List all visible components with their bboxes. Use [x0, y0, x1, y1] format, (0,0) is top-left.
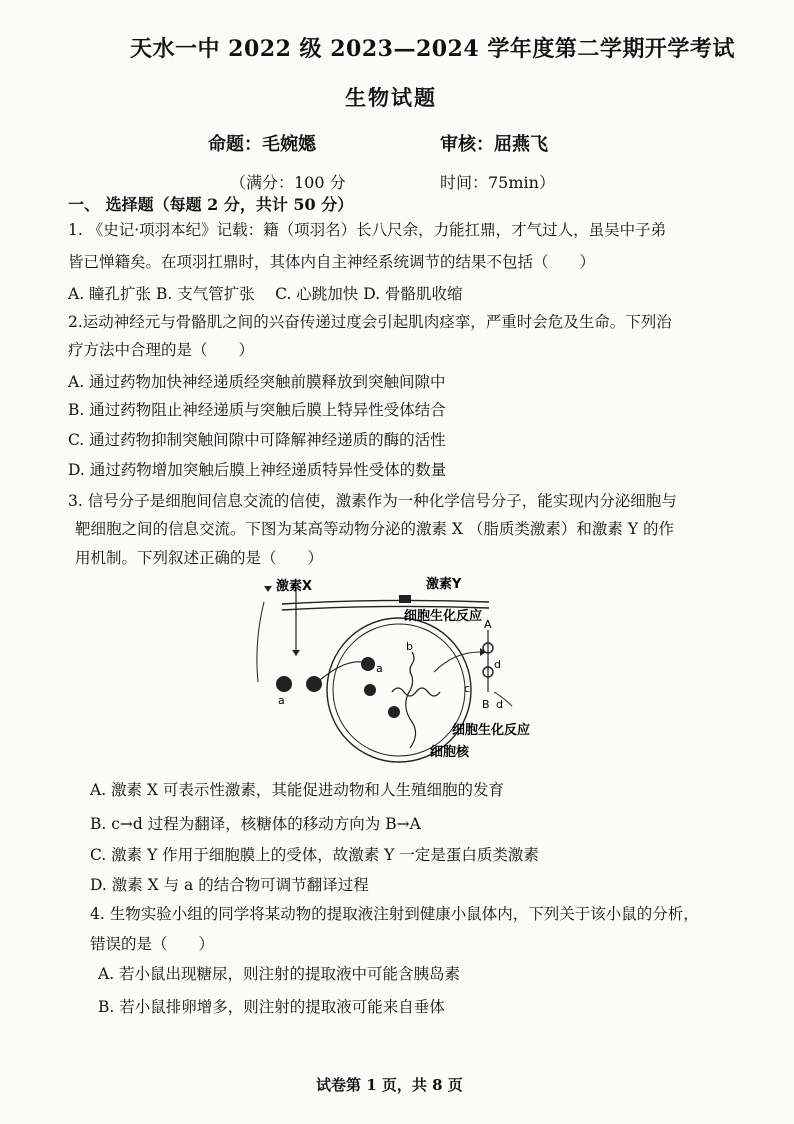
receptor-y	[399, 595, 411, 603]
complex-a-left	[276, 676, 292, 692]
question-3-option-c: C. 激素 Y 作用于细胞膜上的受体，故激素 Y 一定是蛋白质类激素	[90, 846, 539, 864]
label-nucleus: 细胞核	[430, 745, 470, 760]
question-2-option-d: D. 通过药物增加突触后膜上神经递质特异性受体的数量	[68, 461, 447, 479]
question-2-line-1: 2.运动神经元与骨骼肌之间的兴奋传递过度会引起肌肉痉挛，严重时会危及生命。下列治	[68, 313, 672, 331]
label-a-left: a	[278, 694, 285, 707]
cell-membrane-left	[257, 602, 264, 682]
question-2-option-b: B. 通过药物阻止神经递质与突触后膜上特异性受体结合	[68, 401, 446, 419]
question-4-line-1: 4. 生物实验小组的同学将某动物的提取液注射到健康小鼠体内，下列关于该小鼠的分析，	[90, 905, 699, 923]
complex-a-nucleus	[361, 657, 375, 671]
label-b: b	[406, 640, 413, 653]
question-2-line-2: 疗方法中合理的是（ ）	[68, 341, 255, 359]
label-a-nucleus: a	[376, 662, 383, 675]
label-hormone-x: 激素X	[276, 579, 313, 594]
label-c: c	[464, 682, 471, 695]
question-4-line-2: 错误的是（ ）	[90, 935, 215, 953]
label-B: B	[482, 698, 490, 711]
author-label: 命题：毛婉嫕	[208, 134, 316, 155]
question-3-option-b: B. c→d 过程为翻译，核糖体的移动方向为 B→A	[90, 815, 421, 833]
question-2-option-c: C. 通过药物抑制突触间隙中可降解神经递质的酶的活性	[68, 431, 446, 449]
question-1-line-1: 1. 《史记·项羽本纪》记载：籍（项羽名）长八尺余，力能扛鼎，才气过人，虽吴中子弟	[68, 221, 667, 239]
question-1-line-2: 皆已惮籍矣。在项羽扛鼎时，其体内自主神经系统调节的结果不包括（ ）	[68, 253, 596, 271]
b-strand	[410, 652, 414, 676]
cell-membrane-outer	[282, 600, 489, 604]
complex-dna	[388, 706, 400, 718]
question-2-option-a: A. 通过药物加快神经递质经突触前膜释放到突触间隙中	[68, 373, 446, 391]
score-label: （满分：100 分	[230, 173, 346, 192]
reviewer-label: 审核：屈燕飞	[440, 134, 548, 155]
nucleus-outer	[327, 618, 471, 762]
label-A: A	[484, 618, 492, 631]
label-reaction-bottom: 细胞生化反应	[452, 723, 531, 738]
question-4-option-a: A. 若小鼠出现糖尿，则注射的提取液中可能含胰岛素	[98, 965, 461, 983]
label-d-bottom: d	[496, 698, 503, 711]
exam-title: 天水一中 2022 级 2023—2024 学年度第二学期开学考试	[130, 36, 735, 62]
question-1-options: A. 瞳孔扩张 B. 支气管扩张 C. 心跳加快 D. 骨骼肌收缩	[68, 285, 463, 303]
question-3-line-2: 靶细胞之间的信息交流。下图为某高等动物分泌的激素 X （脂质类激素）和激素 Y 的作	[75, 520, 674, 538]
time-label: 时间：75min）	[440, 173, 555, 192]
arrow-c	[434, 652, 480, 672]
arrow-to-nucleus	[320, 662, 362, 680]
question-4-option-b: B. 若小鼠排卵增多，则注射的提取液可能来自垂体	[98, 998, 445, 1016]
question-3-option-d: D. 激素 X 与 a 的结合物可调节翻译过程	[90, 876, 369, 894]
label-hormone-y: 激素Y	[426, 577, 462, 592]
label-reaction-top: 细胞生化反应	[404, 609, 483, 624]
subject-title: 生物试题	[345, 85, 437, 110]
hormone-mechanism-figure	[234, 572, 574, 772]
section-heading: 一、 选择题（每题 2 分，共计 50 分）	[68, 195, 354, 214]
page-footer: 试卷第 1 页，共 8 页	[316, 1076, 463, 1094]
complex-left-2	[306, 676, 322, 692]
question-3-line-3: 用机制。下列叙述正确的是（ ）	[75, 549, 324, 567]
question-3-option-a: A. 激素 X 可表示性激素，其能促进动物和人生殖细胞的发育	[90, 781, 504, 799]
hormone-x-marker	[264, 586, 272, 592]
label-d-top: d	[494, 658, 501, 671]
complex-in-nucleus	[364, 684, 376, 696]
dna-strand	[406, 672, 416, 748]
question-3-line-1: 3. 信号分子是细胞间信息交流的信使，激素作为一种化学信号分子，能实现内分泌细胞与	[68, 492, 677, 510]
dna-coil	[392, 688, 440, 696]
nucleus-inner	[333, 624, 465, 756]
